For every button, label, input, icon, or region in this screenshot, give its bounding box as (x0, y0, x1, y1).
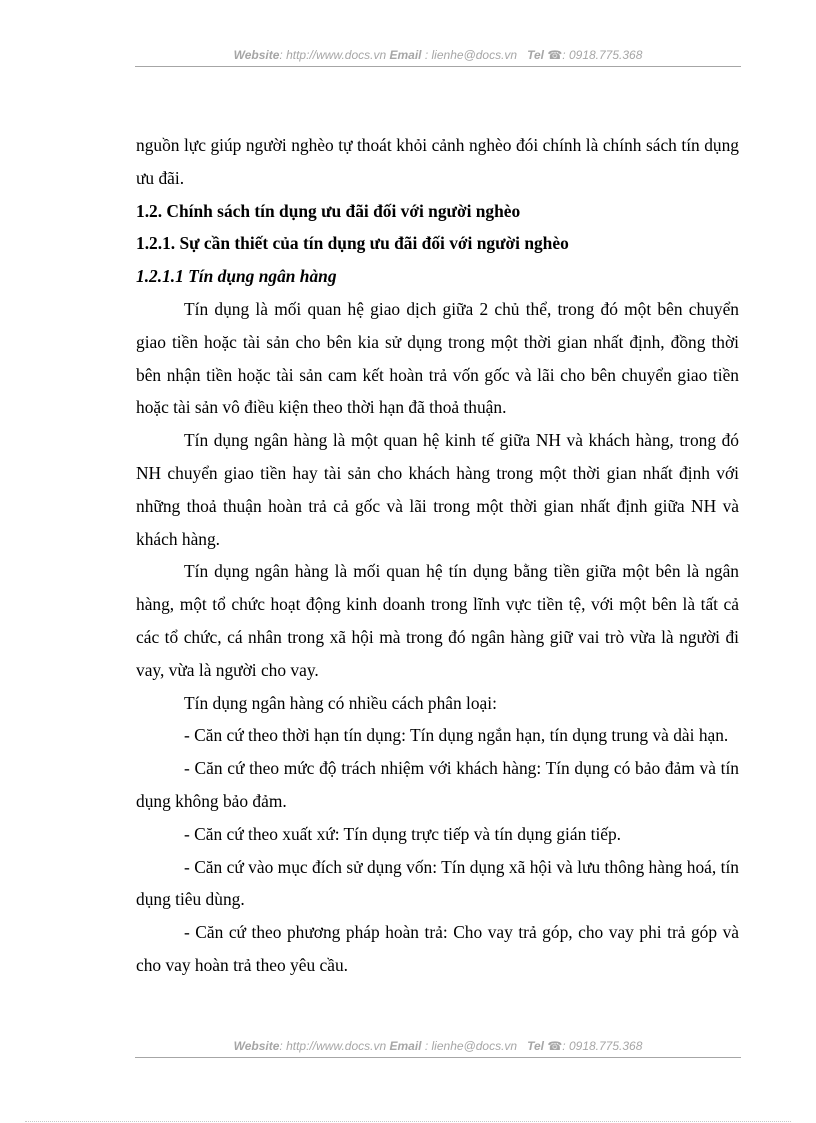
page-footer (135, 1039, 741, 1058)
paragraph-bank-credit-relation: Tín dụng ngân hàng là mối quan hệ tín dụng bằng tiền giữa một bên là ngân hàng, một tổ chức hoạt động kinh doanh trong lĩnh vực tiền tệ, với một bên là tất cả các tổ chức, cá nhân trong xã hội mà trong đó ngân hàng giữ vai trò vừa là người đi vay, vừa là người cho vay. (136, 561, 739, 680)
list-item: - Căn cứ theo thời hạn tín dụng: Tín dụng ngắn hạn, tín dụng trung và dài hạn. (184, 725, 729, 746)
footer-tel-label: Tel (527, 1039, 544, 1053)
list-item: - Căn cứ theo xuất xứ: Tín dụng trực tiếp và tín dụng gián tiếp. (184, 823, 622, 844)
heading-1-2: 1.2. Chính sách tín dụng ưu đãi đối với người nghèo (136, 200, 521, 221)
phone-icon: ☎ (547, 1039, 563, 1053)
footer-website-label: Website (233, 1039, 280, 1053)
header-email-label: Email (389, 48, 422, 62)
footer-email-value: : lienhe@docs.vn (424, 1039, 518, 1053)
footer-tel-value: : 0918.775.368 (562, 1039, 643, 1053)
header-tel-label: Tel (527, 48, 544, 62)
header-website-value: : http://www.docs.vn (279, 48, 387, 62)
header-email-value: : lienhe@docs.vn (424, 48, 518, 62)
header-website-label: Website (233, 48, 280, 62)
list-item: - Căn cứ theo mức độ trách nhiệm với khách hàng: Tín dụng có bảo đảm và tín dụng không bảo đảm. (136, 758, 739, 811)
intro-paragraph: nguồn lực giúp người nghèo tự thoát khỏi cảnh nghèo đói chính là chính sách tín dụng ưu đãi. (136, 135, 739, 188)
heading-1-2-1: 1.2.1. Sự cần thiết của tín dụng ưu đãi đối với người nghèo (136, 233, 569, 254)
paragraph-credit-definition: Tín dụng là mối quan hệ giao dịch giữa 2 chủ thể, trong đó một bên chuyển giao tiền hoặc tài sản cho bên kia sử dụng trong một thời gian nhất định, đồng thời bên nhận tiền hoặc tài sản cam kết hoàn trả vốn gốc và lãi cho bên chuyển giao tiền hoặc tài sản vô điều kiện theo thời hạn đã thoả thuận. (136, 298, 739, 418)
page-bottom-divider (25, 1121, 791, 1122)
footer-email-label: Email (389, 1039, 422, 1053)
document-body (136, 129, 739, 982)
footer-website-value: : http://www.docs.vn (279, 1039, 387, 1053)
list-item: - Căn cứ vào mục đích sử dụng vốn: Tín dụng xã hội và lưu thông hàng hoá, tín dụng tiêu dùng. (136, 856, 739, 910)
list-item: - Căn cứ theo phương pháp hoàn trả: Cho vay trả góp, cho vay phi trả góp và cho vay hoàn trả theo yêu cầu. (136, 922, 739, 975)
header-tel-value: : 0918.775.368 (562, 48, 643, 62)
phone-icon: ☎ (547, 48, 563, 62)
page-header (135, 48, 741, 67)
heading-1-2-1-1: 1.2.1.1 Tín dụng ngân hàng (136, 266, 337, 287)
paragraph-bank-credit: Tín dụng ngân hàng là một quan hệ kinh tế giữa NH và khách hàng, trong đó NH chuyển giao tiền hay tài sản cho khách hàng trong một thời gian nhất định với những thoả thuận hoàn trả cả gốc và lãi trong một thời gian nhất định giữa NH và khách hàng. (136, 430, 739, 549)
paragraph-classification: Tín dụng ngân hàng có nhiều cách phân loại: (184, 692, 497, 713)
